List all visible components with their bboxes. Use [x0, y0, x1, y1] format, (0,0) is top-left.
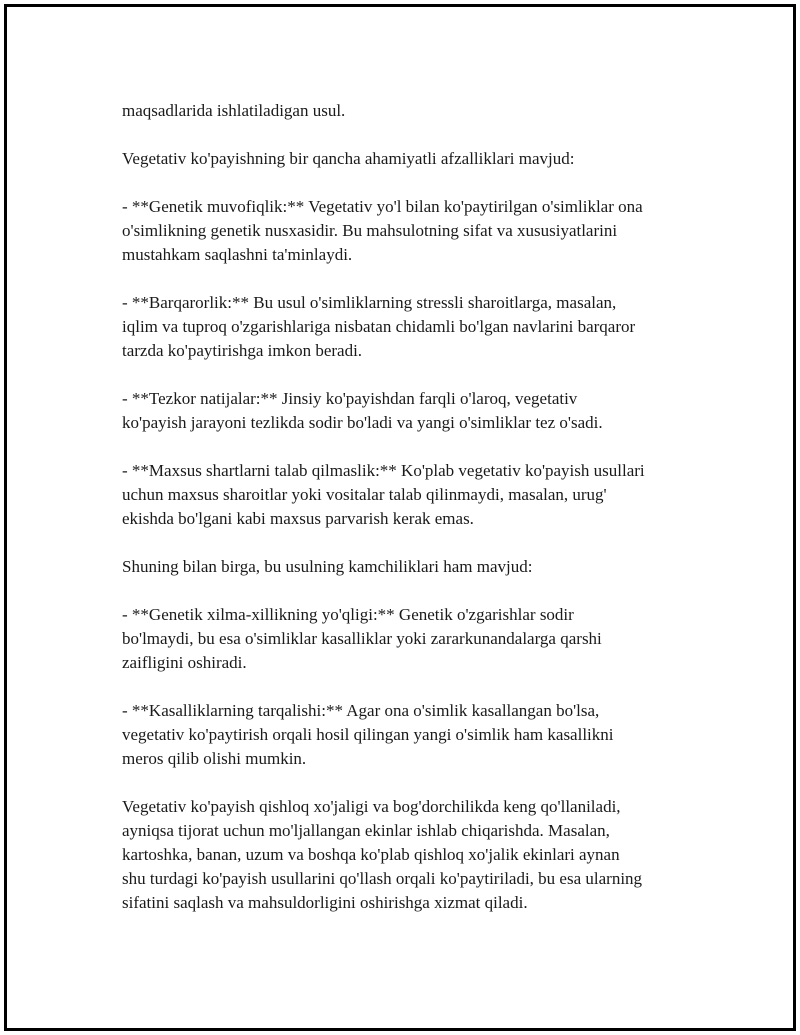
- paragraph-disadvantages-intro: Shuning bilan birga, bu usulning kamchiliklari ham mavjud:: [122, 557, 533, 576]
- paragraph-disease-spread: - **Kasalliklarning tarqalishi:** Agar ona o'simlik kasallangan bo'lsa, vegetativ ko'paytirish orqali hosil qilingan yangi o'simlik ham kasallikni meros qilib olishi mumkin.: [122, 701, 614, 768]
- paragraph-stability: - **Barqarorlik:** Bu usul o'simliklarning stressli sharoitlarga, masalan, iqlim va tuproq o'zgarishlariga nisbatan chidamli bo'lgan navlarini barqaror tarzda ko'paytirishga imkon beradi.: [122, 293, 636, 360]
- page-content: [122, 99, 702, 939]
- page-frame: [4, 4, 796, 1031]
- paragraph-intro-continuation: maqsadlarida ishlatiladigan usul.: [122, 101, 346, 120]
- paragraph-quick-results: - **Tezkor natijalar:** Jinsiy ko'payishdan farqli o'laroq, vegetativ ko'payish jarayoni tezlikda sodir bo'ladi va yangi o'simliklar tez o'sadi.: [122, 389, 603, 432]
- paragraph-conclusion: Vegetativ ko'payish qishloq xo'jaligi va bog'dorchilikda keng qo'llaniladi, ayniqsa tijorat uchun mo'ljallangan ekinlar ishlab chiqarishda. Masalan, kartoshka, banan, uzum va boshqa ko'plab qishloq xo'jalik ekinlari aynan shu turdagi ko'payish usullarini qo'llash orqali ko'paytiriladi, bu esa ularning sifatini saqlash va mahsuldorligini oshirishga xizmat qiladi.: [122, 797, 643, 912]
- paragraph-lack-of-diversity: - **Genetik xilma-xillikning yo'qligi:** Genetik o'zgarishlar sodir bo'lmaydi, bu esa o'simliklar kasalliklar yoki zararkunandalarga qarshi zaifligini oshiradi.: [122, 605, 602, 672]
- paragraph-advantages-intro: Vegetativ ko'payishning bir qancha ahamiyatli afzalliklari mavjud:: [122, 149, 575, 168]
- paragraph-genetic-compatibility: - **Genetik muvofiqlik:** Vegetativ yo'l bilan ko'paytirilgan o'simliklar ona o'simlikning genetik nusxasidir. Bu mahsulotning sifat va xususiyatlarini mustahkam saqlashni ta'minlaydi.: [122, 197, 643, 264]
- paragraph-no-special-conditions: - **Maxsus shartlarni talab qilmaslik:** Ko'plab vegetativ ko'payish usullari uchun maxsus sharoitlar yoki vositalar talab qilinmaydi, masalan, urug' ekishda bo'lgani kabi maxsus parvarish kerak emas.: [122, 461, 645, 528]
